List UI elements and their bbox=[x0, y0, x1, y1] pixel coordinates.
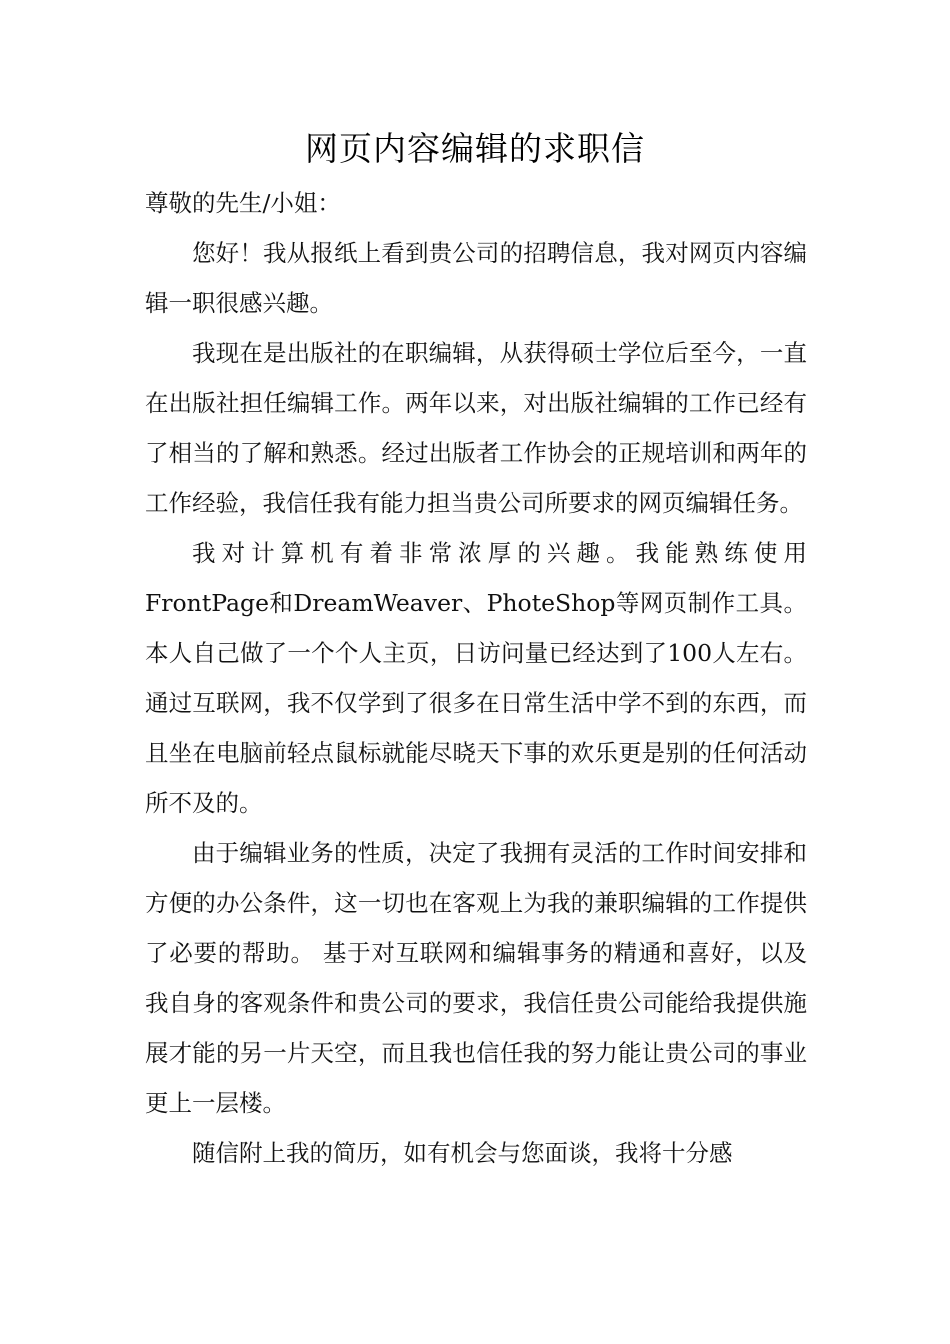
paragraph-greeting: 您好！我从报纸上看到贵公司的招聘信息，我对网页内容编辑一职很感兴趣。 bbox=[145, 239, 807, 317]
document-title: 网页内容编辑的求职信 bbox=[305, 129, 645, 168]
paragraph-closing: 随信附上我的简历，如有机会与您面谈，我将十分感 bbox=[192, 1139, 733, 1167]
paragraph-computer-skills: 我对计算机有着非常浓厚的兴趣。我能熟练使用FrontPage和DreamWeaver、PhoteShop等网页制作工具。本人自己做了一个个人主页，日访问量已经达到了100人左右。通过互联网，我不仅学到了很多在日常生活中学不到的东西，而且坐在电脑前轻点鼠标就能尽晓天下事的欢乐更是别的任何活动所不及的。 bbox=[145, 539, 807, 817]
paragraph-work-conditions: 由于编辑业务的性质，决定了我拥有灵活的工作时间安排和方便的办公条件，这一切也在客观上为我的兼职编辑的工作提供了必要的帮助。 基于对互联网和编辑事务的精通和喜好，以及我自身的客观条件和贵公司的要求，我信任贵公司能给我提供施展才能的另一片天空，而且我也信任我的努力能让贵公司的事业更上一层楼。 bbox=[145, 839, 807, 1117]
salutation: 尊敬的先生/小姐： bbox=[145, 189, 341, 217]
letter-body bbox=[145, 178, 807, 1178]
paragraph-experience: 我现在是出版社的在职编辑，从获得硕士学位后至今，一直在出版社担任编辑工作。两年以来，对出版社编辑的工作已经有了相当的了解和熟悉。经过出版者工作协会的正规培训和两年的工作经验，我信任我有能力担当贵公司所要求的网页编辑任务。 bbox=[145, 339, 807, 517]
